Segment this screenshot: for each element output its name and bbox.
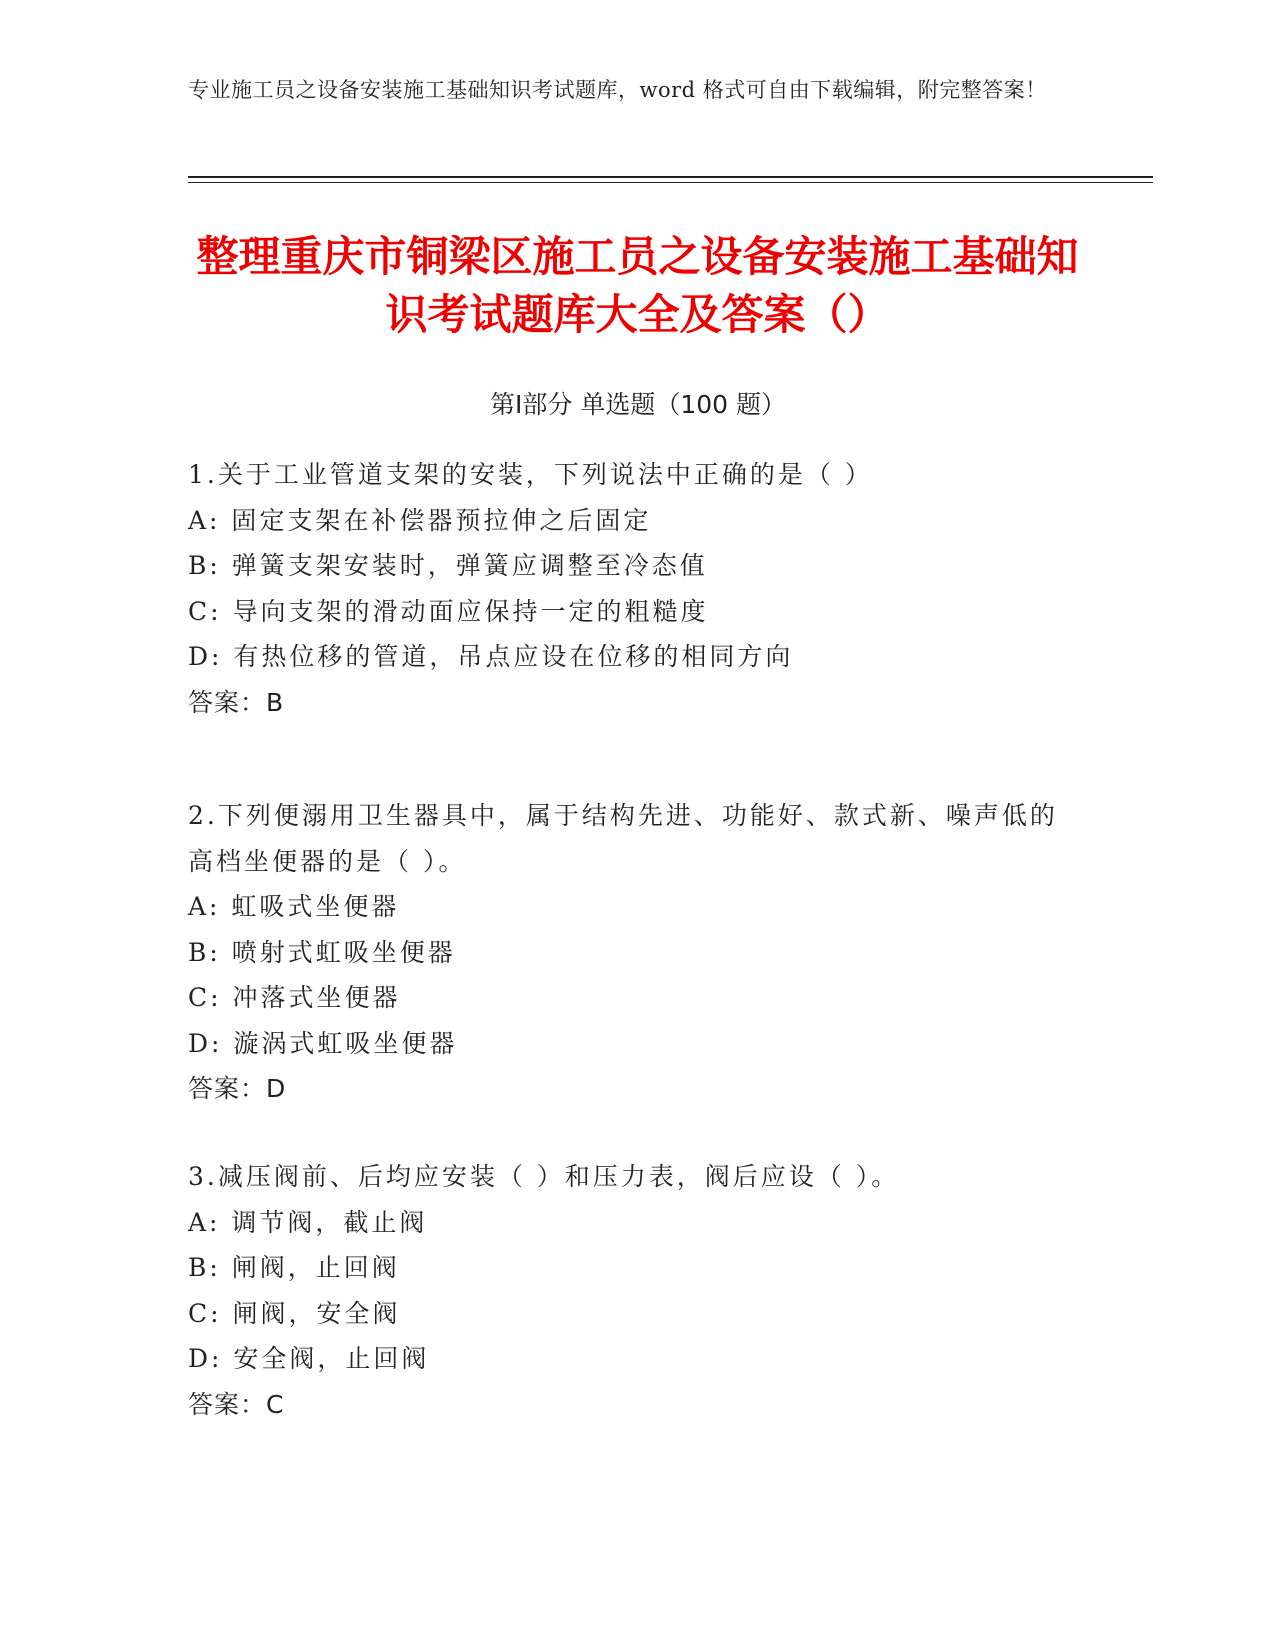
option-a: A: 调节阀，截止阀 <box>188 1207 428 1237</box>
option-d: D: 安全阀，止回阀 <box>188 1344 430 1373</box>
option-c: C: 闸阀，安全阀 <box>188 1298 401 1328</box>
option-c: C: 导向支架的滑动面应保持一定的粗糙度 <box>188 596 709 626</box>
question-stem: 2.下列便溺用卫生器具中，属于结构先进、功能好、款式新、噪声低的高档坐便器的是（ ）。 <box>188 801 1058 876</box>
question-stem: 1.关于工业管道支架的安装，下列说法中正确的是（ ） <box>188 460 873 489</box>
question-stem: 3.减压阀前、后均应安装（ ）和压力表，阀后应设（ ）。 <box>188 1162 900 1191</box>
option-d: D: 漩涡式虹吸坐便器 <box>188 1028 458 1058</box>
question-1 <box>188 452 1068 725</box>
option-a: A: 固定支架在补偿器预拉伸之后固定 <box>188 505 652 535</box>
option-c: C: 冲落式坐便器 <box>188 983 401 1012</box>
option-b: B: 喷射式虹吸坐便器 <box>188 937 456 967</box>
option-d: D: 有热位移的管道，吊点应设在位移的相同方向 <box>188 642 794 671</box>
option-b: B: 闸阀，止回阀 <box>188 1253 400 1282</box>
section-title: 第Ⅰ部分 单选题（100 题） <box>490 390 786 419</box>
question-2 <box>188 793 1068 1112</box>
answer-line: 答案：D <box>188 1074 287 1103</box>
question-3 <box>188 1154 1068 1427</box>
document-title: 整理重庆市铜梁区施工员之设备安装施工基础知识考试题库大全及答案（） <box>196 232 1079 339</box>
header-divider-thin <box>188 182 1153 183</box>
answer-line: 答案：C <box>188 1389 285 1419</box>
answer-line: 答案：B <box>188 687 285 717</box>
header-divider-thick <box>188 176 1153 178</box>
option-a: A: 虹吸式坐便器 <box>188 892 400 921</box>
option-b: B: 弹簧支架安装时，弹簧应调整至冷态值 <box>188 551 708 580</box>
header-note: 专业施工员之设备安装施工基础知识考试题库，word 格式可自由下载编辑，附完整答案！ <box>188 78 1047 102</box>
